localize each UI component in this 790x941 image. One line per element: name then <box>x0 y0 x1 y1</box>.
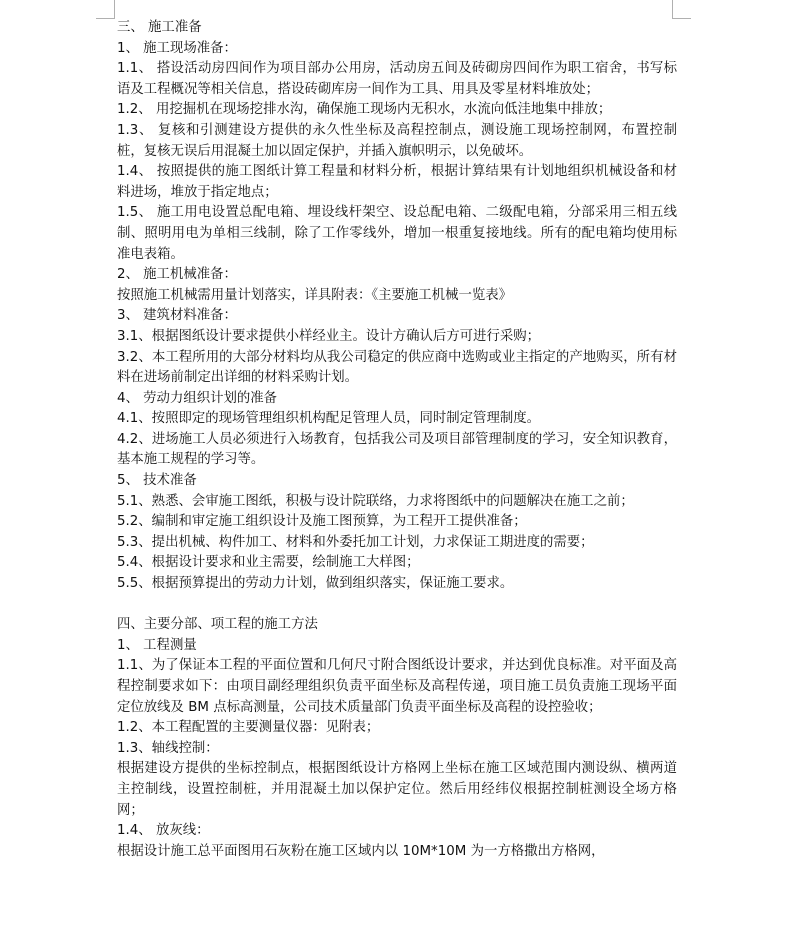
paragraph: 根据建设方提供的坐标控制点，根据图纸设计方格网上坐标在施工区域范围内测设纵、横两道主控制线，设置控制桩，并用混凝土加以保护定位。然后用经纬仪根据控制桩测设全场方格网； <box>117 761 677 818</box>
paragraph: 4.2、进场施工人员必须进行入场教育，包括我公司及项目部管理制度的学习，安全知识教育，基本施工规程的学习等。 <box>117 431 677 468</box>
subsection-heading: 2、 施工机械准备： <box>117 267 237 283</box>
paragraph: 5.2、编制和审定施工组织设计及施工图预算，为工程开工提供准备； <box>117 514 527 530</box>
paragraph: 1.1、 搭设活动房四间作为项目部办公用房，活动房五间及砖砌房四间作为职工宿舍，书写标语及工程概况等相关信息，搭设砖砌库房一间作为工具、用具及零星材料堆放处； <box>117 61 677 97</box>
subsection-heading: 1、 工程测量 <box>117 637 197 653</box>
paragraph: 按照施工机械需用量计划落实，详具附表：《主要施工机械一览表》 <box>117 287 513 303</box>
section-heading: 三、 施工准备 <box>117 20 202 35</box>
paragraph: 3.1、根据图纸设计要求提供小样经业主。设计方确认后方可进行采购； <box>117 328 541 344</box>
page-corner-mark-left <box>96 0 115 19</box>
paragraph: 3.2、本工程所用的大部分材料均从我公司稳定的供应商中选购或业主指定的产地购买，所有材料在进场前制定出详细的材料采购计划。 <box>117 349 677 386</box>
paragraph: 4.1、按照即定的现场管理组织机构配足管理人员，同时制定管理制度。 <box>117 411 541 427</box>
paragraph: 1.3、 复核和引测建设方提供的永久性坐标及高程控制点，测设施工现场控制网，布置控制桩，复核无误后用混凝土加以固定保护，并插入旗帜明示，以免破坏。 <box>117 122 677 159</box>
paragraph: 1.2、 用挖掘机在现场挖排水沟，确保施工现场内无积水，水流向低洼地集中排放； <box>117 102 612 118</box>
paragraph: 1.4、 按照提供的施工图纸计算工程量和材料分析，根据计算结果有计划地组织机械设备和材料进场，堆放于指定地点； <box>117 164 677 200</box>
subsection-heading: 1.3、轴线控制： <box>117 740 219 756</box>
subsection-heading: 4、 劳动力组织计划的准备 <box>117 390 278 406</box>
paragraph: 5.4、根据设计要求和业主需要，绘制施工大样图； <box>117 555 420 571</box>
paragraph: 根据设计施工总平面图用石灰粉在施工区域内以 10M*10M 为一方格撒出方格网， <box>117 843 605 859</box>
paragraph: 1.5、 施工用电设置总配电箱、埋设线杆架空、设总配电箱、二级配电箱，分部采用三相五线制、照明用电为单相三线制，除了工作零线外，增加一根重复接地线。所有的配电箱均使用标准电表箱。 <box>117 205 677 262</box>
blank-line <box>117 595 677 616</box>
page-corner-mark-right <box>672 0 691 19</box>
subsection-heading: 5、 技术准备 <box>117 473 197 489</box>
paragraph: 1.1、为了保证本工程的平面位置和几何尺寸附合图纸设计要求，并达到优良标准。对平面及高程控制要求如下：由项目副经理组织负责平面坐标及高程传递，项目施工员负责施工现场平面定位放线及 BM 点标高测量，公司技术质量部门负责平面坐标及高程的设控验收； <box>117 658 677 715</box>
paragraph: 5.1、熟悉、会审施工图纸，积极与设计院联络，力求将图纸中的问题解决在施工之前； <box>117 493 634 509</box>
paragraph: 5.5、根据预算提出的劳动力计划，做到组织落实，保证施工要求。 <box>117 576 514 592</box>
subsection-heading: 1.4、 放灰线： <box>117 823 210 839</box>
section-heading: 四、主要分部、项工程的施工方法 <box>117 617 318 633</box>
paragraph: 5.3、提出机械、构件加工、材料和外委托加工计划，力求保证工期进度的需要； <box>117 534 594 550</box>
subsection-heading: 1、 施工现场准备： <box>117 40 237 56</box>
document-body <box>117 18 677 862</box>
subsection-heading: 3、 建筑材料准备： <box>117 308 237 324</box>
paragraph: 1.2、本工程配置的主要测量仪器：见附表； <box>117 720 380 736</box>
